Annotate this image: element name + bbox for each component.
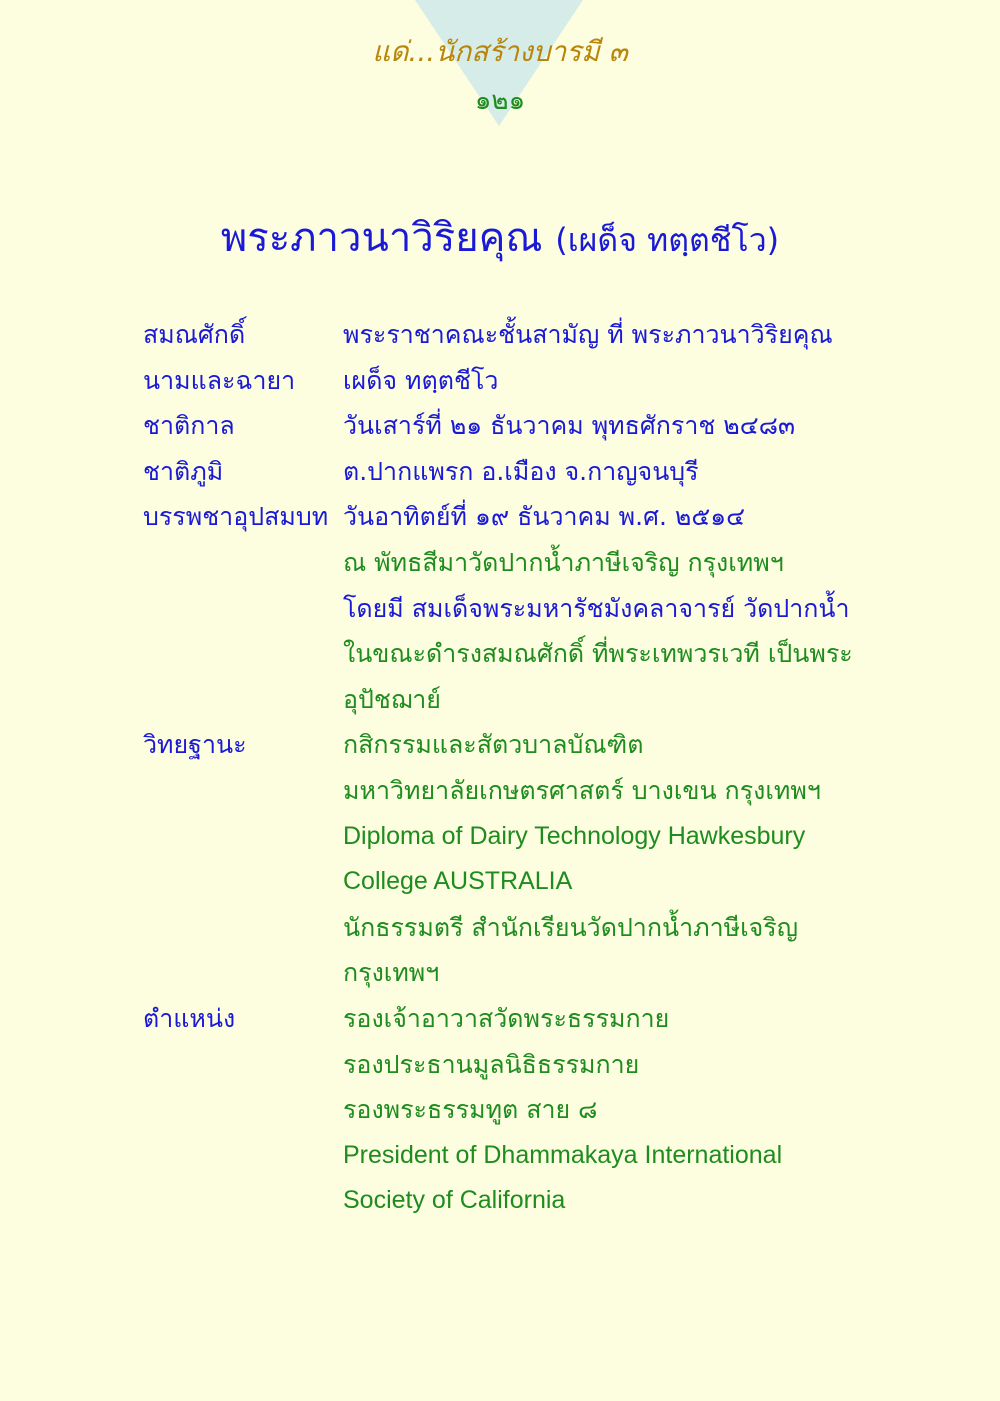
field-value-line: วันเสาร์ที่ ๒๑ ธันวาคม พุทธศักราช ๒๔๘๓ <box>343 411 796 441</box>
field-value-line: Diploma of Dairy Technology Hawkesbury <box>343 821 806 850</box>
page-title <box>0 205 1000 269</box>
field-label: วิทยฐานะ <box>143 730 247 760</box>
field-value <box>343 722 863 996</box>
field-value-line: ต.ปากแพรก อ.เมือง จ.กาญจนบุรี <box>343 456 699 486</box>
field-value <box>343 494 863 722</box>
field-row-position <box>143 996 863 1224</box>
field-value <box>343 996 863 1224</box>
field-label: สมณศักดิ์ <box>143 320 246 349</box>
page-number: ๑๒๑ <box>474 86 526 116</box>
field-row-birthplace <box>143 449 863 495</box>
field-value-line: เผด็จ ทตฺตชีโว <box>343 365 499 395</box>
field-value <box>343 312 863 358</box>
field-row-birth-date <box>143 403 863 449</box>
field-value-line: นักธรรมตรี สำนักเรียนวัดปากน้ำภาษีเจริญ <box>343 912 799 942</box>
field-value-line: ในขณะดำรงสมณศักดิ์ ที่พระเทพวรเวที เป็นพระ <box>343 639 853 669</box>
field-label: นามและฉายา <box>143 365 296 395</box>
field-row-education <box>143 722 863 996</box>
book-title: แด่...นักสร้างบารมี ๓ <box>372 35 628 68</box>
monk-title: พระภาวนาวิริยคุณ <box>220 215 543 261</box>
field-value-line: Society of California <box>343 1186 566 1215</box>
field-value-line: รองเจ้าอาวาสวัดพระธรรมกาย <box>343 1003 670 1033</box>
field-value-line: กรุงเทพฯ <box>343 958 440 988</box>
field-value-line: อุปัชฌาย์ <box>343 684 441 714</box>
biography-table <box>143 312 863 1224</box>
field-value <box>343 403 863 449</box>
field-value-line: President of Dhammakaya International <box>343 1140 783 1169</box>
field-label: ตำแหน่ง <box>143 1003 236 1033</box>
field-label: บรรพชาอุปสมบท <box>143 502 329 532</box>
field-label: ชาติภูมิ <box>143 456 224 486</box>
field-value-line: มหาวิทยาลัยเกษตรศาสตร์ บางเขน กรุงเทพฯ <box>343 775 821 805</box>
field-value <box>343 449 863 495</box>
field-value-line: กสิกรรมและสัตวบาลบัณฑิต <box>343 730 644 760</box>
field-value <box>343 358 863 404</box>
field-value-line: รองพระธรรมทูต สาย ๘ <box>343 1095 598 1125</box>
field-value-line: รองประธานมูลนิธิธรรมกาย <box>343 1049 640 1079</box>
field-value-line: ณ พัทธสีมาวัดปากน้ำภาษีเจริญ กรุงเทพฯ <box>343 547 784 577</box>
field-value-line: พระราชาคณะชั้นสามัญ ที่ พระภาวนาวิริยคุณ <box>343 320 833 349</box>
field-label: ชาติกาล <box>143 411 235 441</box>
monk-name-subtitle: (เผด็จ ทตฺตชีโว) <box>555 221 780 259</box>
field-row-rank <box>143 312 863 358</box>
field-row-name <box>143 358 863 404</box>
field-value-line: โดยมี สมเด็จพระมหารัชมังคลาจารย์ วัดปากน้ำ <box>343 593 850 623</box>
field-value-line: College AUSTRALIA <box>343 867 573 896</box>
field-value-line: วันอาทิตย์ที่ ๑๙ ธันวาคม พ.ศ. ๒๕๑๔ <box>343 502 746 532</box>
field-row-ordination <box>143 494 863 722</box>
